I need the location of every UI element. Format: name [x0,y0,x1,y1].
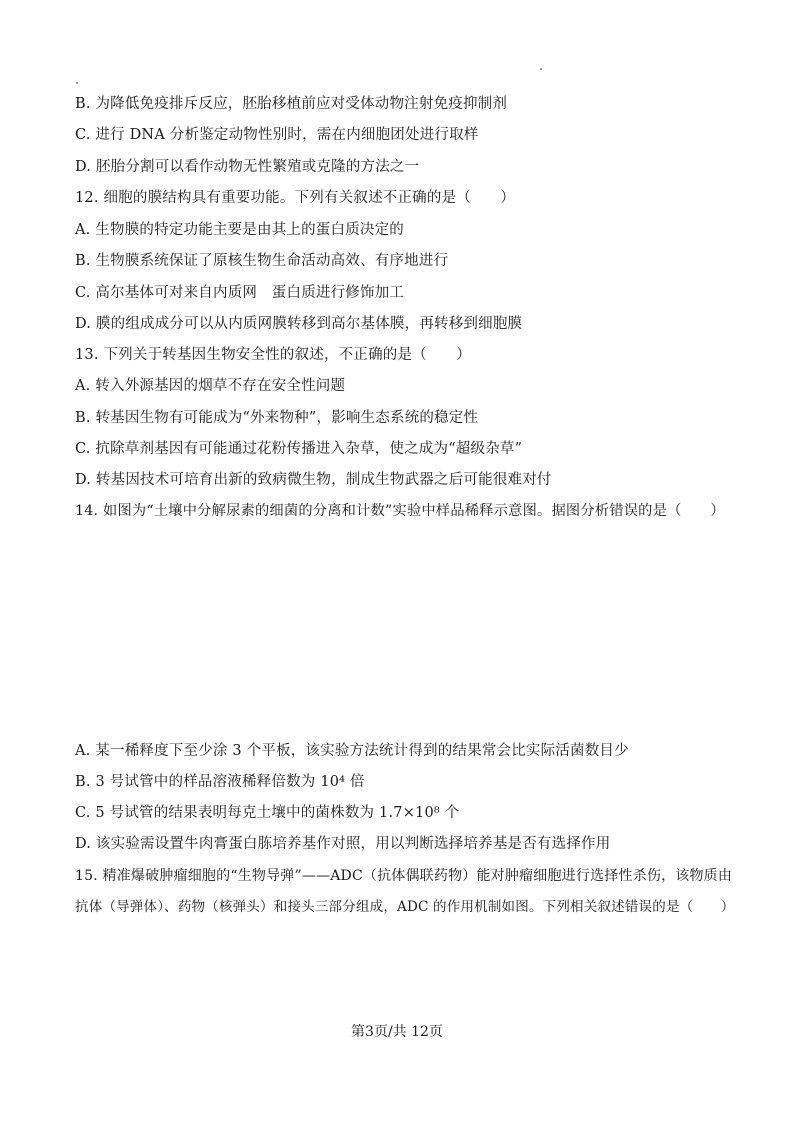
q14-option-b: B. 3 号试管中的样品溶液稀释倍数为 10⁴ 倍 [75,774,365,790]
q12-option-c: C. 高尔基体可对来自内质网 蛋白质进行修饰加工 [75,285,405,301]
q15-stem-line1: 15. 精准爆破肿瘤细胞的“生物导弹”——ADC（抗体偶联药物）能对肿瘤细胞进行选择性杀伤，该物质由 [75,868,733,884]
q14-option-d: D. 该实验需设置牛肉膏蛋白胨培养基作对照，用以判断选择培养基是否有选择作用 [75,836,611,852]
q13-option-d: D. 转基因技术可培育出新的致病微生物，制成生物武器之后可能很难对付 [75,472,552,488]
q11-option-c: C. 进行 DNA 分析鉴定动物性别时，需在内细胞团处进行取样 [75,127,479,143]
q15-stem-line2: 抗体（导弹体）、药物（核弹头）和接头三部分组成，ADC 的作用机制如图。下列相关叙述错误的是（ ） [75,899,735,915]
page-number: 第3页/共 12页 [351,1024,443,1040]
q12-option-b: B. 生物膜系统保证了原核生物生命活动高效、有序地进行 [75,253,449,269]
q14-option-c: C. 5 号试管的结果表明每克土壤中的菌株数为 1.7×10⁸ 个 [75,805,460,821]
q12-stem: 12. 细胞的膜结构具有重要功能。下列有关叙述不正确的是（ ） [75,190,516,206]
q11-option-d: D. 胚胎分割可以看作动物无性繁殖或克隆的方法之一 [75,159,420,175]
q12-option-a: A. 生物膜的特定功能主要是由其上的蛋白质决定的 [75,222,404,238]
scan-mark-left [76,82,78,84]
q14-option-a: A. 某一稀释度下至少涂 3 个平板，该实验方法统计得到的结果常会比实际活菌数目少 [75,743,629,759]
scan-mark-right [540,68,542,70]
q13-option-b: B. 转基因生物有可能成为“外来物种”，影响生态系统的稳定性 [75,410,479,426]
q14-figure-blank [75,530,725,730]
q13-option-a: A. 转入外源基因的烟草不存在安全性问题 [75,378,346,394]
q11-option-b: B. 为降低免疫排斥反应，胚胎移植前应对受体动物注射免疫抑制剂 [75,96,508,112]
q14-stem: 14. 如图为“土壤中分解尿素的细菌的分离和计数”实验中样品稀释示意图。据图分析错误的是（ ） [75,503,725,519]
q12-option-d: D. 膜的组成成分可以从内质网膜转移到高尔基体膜，再转移到细胞膜 [75,316,523,332]
q13-stem: 13. 下列关于转基因生物安全性的叙述，不正确的是（ ） [75,347,471,363]
q13-option-c: C. 抗除草剂基因有可能通过花粉传播进入杂草，使之成为“超级杂草” [75,441,523,457]
